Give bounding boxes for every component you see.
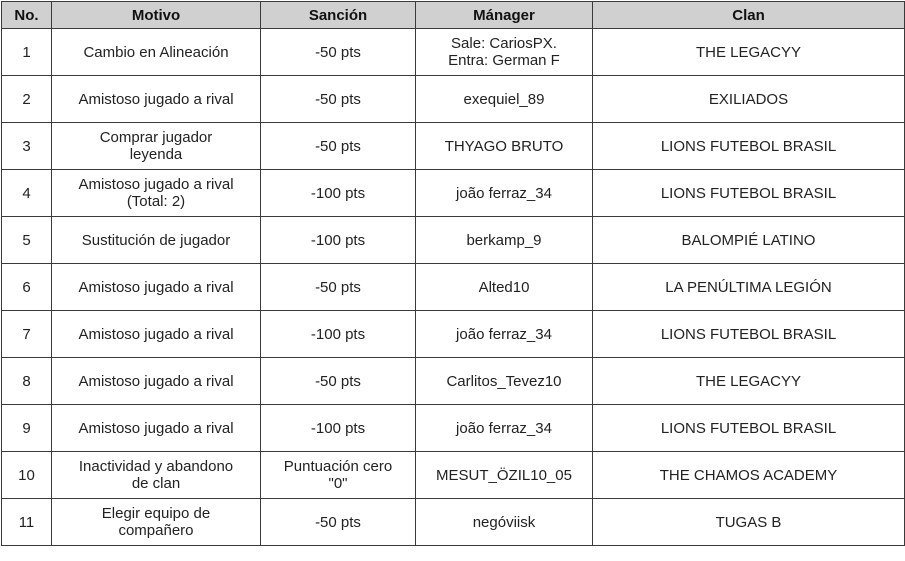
cell-clan: THE LEGACYY xyxy=(593,358,905,405)
cell-sancion: -100 pts xyxy=(261,217,416,264)
cell-no: 11 xyxy=(2,499,52,546)
cell-motivo: Cambio en Alineación xyxy=(52,29,261,76)
cell-motivo: Amistoso jugado a rival (Total: 2) xyxy=(52,170,261,217)
cell-motivo: Amistoso jugado a rival xyxy=(52,358,261,405)
cell-no: 2 xyxy=(2,76,52,123)
cell-sancion: -50 pts xyxy=(261,264,416,311)
cell-no: 4 xyxy=(2,170,52,217)
cell-no: 9 xyxy=(2,405,52,452)
cell-manager: berkamp_9 xyxy=(416,217,593,264)
cell-sancion: -100 pts xyxy=(261,170,416,217)
header-clan: Clan xyxy=(593,2,905,29)
table-header xyxy=(2,2,905,29)
table-row xyxy=(2,123,905,170)
cell-motivo: Elegir equipo de compañero xyxy=(52,499,261,546)
cell-sancion: -100 pts xyxy=(261,311,416,358)
cell-manager: joão ferraz_34 xyxy=(416,405,593,452)
cell-no: 10 xyxy=(2,452,52,499)
cell-motivo: Comprar jugador leyenda xyxy=(52,123,261,170)
table-body xyxy=(2,29,905,546)
header-no: No. xyxy=(2,2,52,29)
cell-motivo: Sustitución de jugador xyxy=(52,217,261,264)
cell-no: 5 xyxy=(2,217,52,264)
cell-clan: THE LEGACYY xyxy=(593,29,905,76)
cell-no: 8 xyxy=(2,358,52,405)
cell-no: 1 xyxy=(2,29,52,76)
cell-manager: Alted10 xyxy=(416,264,593,311)
sanctions-table xyxy=(1,1,905,546)
header-motivo: Motivo xyxy=(52,2,261,29)
cell-clan: BALOMPIÉ LATINO xyxy=(593,217,905,264)
cell-motivo: Amistoso jugado a rival xyxy=(52,76,261,123)
cell-clan: LIONS FUTEBOL BRASIL xyxy=(593,170,905,217)
table-row xyxy=(2,452,905,499)
cell-manager: joão ferraz_34 xyxy=(416,170,593,217)
cell-manager: Sale: CariosPX. Entra: German F xyxy=(416,29,593,76)
cell-sancion: Puntuación cero "0" xyxy=(261,452,416,499)
table-row xyxy=(2,264,905,311)
cell-clan: EXILIADOS xyxy=(593,76,905,123)
table-row xyxy=(2,217,905,264)
cell-no: 6 xyxy=(2,264,52,311)
cell-sancion: -50 pts xyxy=(261,358,416,405)
cell-sancion: -50 pts xyxy=(261,29,416,76)
cell-clan: LIONS FUTEBOL BRASIL xyxy=(593,123,905,170)
cell-sancion: -50 pts xyxy=(261,123,416,170)
cell-motivo: Inactividad y abandono de clan xyxy=(52,452,261,499)
cell-sancion: -50 pts xyxy=(261,76,416,123)
header-sancion: Sanción xyxy=(261,2,416,29)
cell-clan: THE CHAMOS ACADEMY xyxy=(593,452,905,499)
cell-motivo: Amistoso jugado a rival xyxy=(52,311,261,358)
cell-clan: TUGAS B xyxy=(593,499,905,546)
table-row xyxy=(2,405,905,452)
cell-motivo: Amistoso jugado a rival xyxy=(52,264,261,311)
table-row xyxy=(2,499,905,546)
cell-no: 3 xyxy=(2,123,52,170)
table-row xyxy=(2,358,905,405)
table-row xyxy=(2,170,905,217)
cell-sancion: -50 pts xyxy=(261,499,416,546)
cell-no: 7 xyxy=(2,311,52,358)
header-row xyxy=(2,2,905,29)
table-row xyxy=(2,29,905,76)
cell-clan: LIONS FUTEBOL BRASIL xyxy=(593,405,905,452)
cell-clan: LIONS FUTEBOL BRASIL xyxy=(593,311,905,358)
table-row xyxy=(2,76,905,123)
header-manager: Mánager xyxy=(416,2,593,29)
cell-manager: THYAGO BRUTO xyxy=(416,123,593,170)
cell-sancion: -100 pts xyxy=(261,405,416,452)
cell-manager: negóviisk xyxy=(416,499,593,546)
cell-manager: MESUT_ÖZIL10_05 xyxy=(416,452,593,499)
table-row xyxy=(2,311,905,358)
cell-clan: LA PENÚLTIMA LEGIÓN xyxy=(593,264,905,311)
cell-manager: Carlitos_Tevez10 xyxy=(416,358,593,405)
cell-manager: exequiel_89 xyxy=(416,76,593,123)
cell-manager: joão ferraz_34 xyxy=(416,311,593,358)
cell-motivo: Amistoso jugado a rival xyxy=(52,405,261,452)
